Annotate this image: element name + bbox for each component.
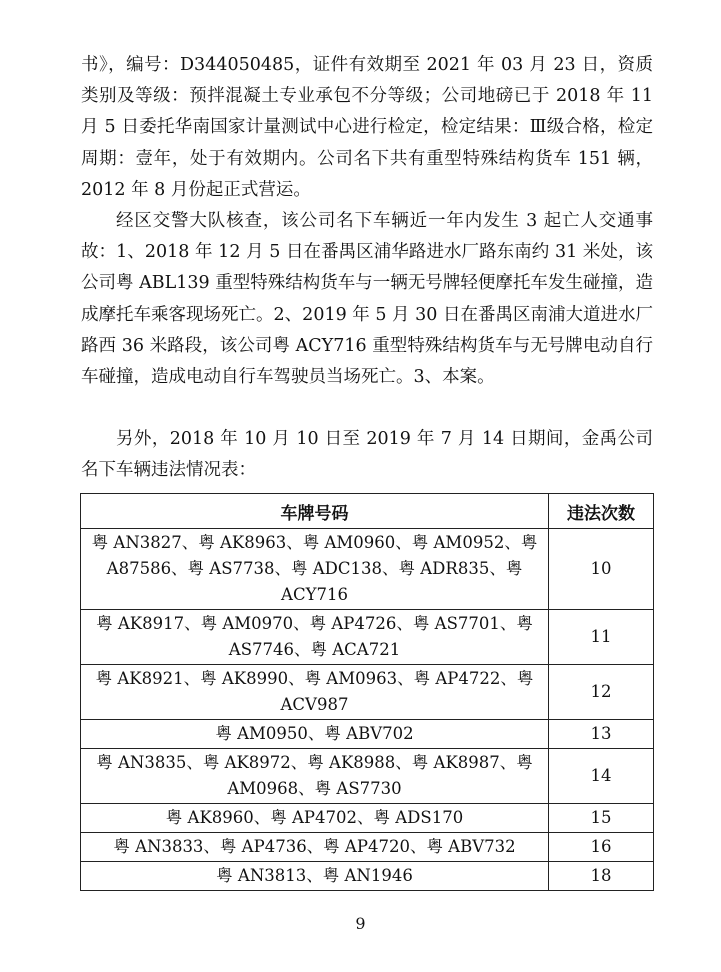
count-cell: 10 — [549, 529, 654, 610]
body-paragraph-3: 另外，2018 年 10 月 10 日至 2019 年 7 月 14 日期间，金禹公司名下车辆违法情况表： — [81, 429, 653, 481]
body-paragraph-1: 书》，编号：D344050485，证件有效期至 2021 年 03 月 23 日，资质类别及等级：预拌混凝土专业承包不分等级；公司地磅已于 2018 年 11 月 5 日委托华南国家计量测试中心进行检定，检定结果：Ⅲ级合格，检定周期：壹年，处于有效期内。公司名下共有重型特殊结构货车 151 辆，2012 年 8 月份起正式营运。 — [81, 55, 653, 200]
header-violation-count: 违法次数 — [549, 494, 654, 529]
table-row — [81, 665, 654, 720]
plates-cell: 粤 AK8917、粤 AM0970、粤 AP4726、粤 AS7701、粤 AS7746、粤 ACA721 — [81, 610, 549, 665]
table-row — [81, 610, 654, 665]
table-row — [81, 749, 654, 804]
page-number: 9 — [355, 914, 366, 933]
plates-cell: 粤 AN3835、粤 AK8972、粤 AK8988、粤 AK8987、粤 AM0968、粤 AS7730 — [81, 749, 549, 804]
table-row — [81, 529, 654, 610]
table-row — [81, 720, 654, 749]
count-cell: 18 — [549, 862, 654, 891]
count-cell: 11 — [549, 610, 654, 665]
header-plate-number: 车牌号码 — [81, 494, 549, 529]
plates-cell: 粤 AN3813、粤 AN1946 — [81, 862, 549, 891]
violations-table — [80, 493, 654, 891]
plates-cell: 粤 AM0950、粤 ABV702 — [81, 720, 549, 749]
body-paragraph-2: 经区交警大队核查，该公司名下车辆近一年内发生 3 起亡人交通事故：1、2018 年 12 月 5 日在番禺区浦华路进水厂路东南约 31 米处，该公司粤 ABL139 重型特殊结构货车与一辆无号牌轻便摩托车发生碰撞，造成摩托车乘客现场死亡。2、2019 年 5 月 30 日在番禺区南浦大道进水厂路西 36 米路段，该公司粤 ACY716 重型特殊结构货车与无号牌电动自行车碰撞，造成电动自行车驾驶员当场死亡。3、本案。 — [81, 211, 653, 388]
plates-cell: 粤 AK8960、粤 AP4702、粤 ADS170 — [81, 804, 549, 833]
table-row — [81, 833, 654, 862]
table-header-row — [81, 494, 654, 529]
plates-cell: 粤 AN3833、粤 AP4736、粤 AP4720、粤 ABV732 — [81, 833, 549, 862]
plates-cell: 粤 AK8921、粤 AK8990、粤 AM0963、粤 AP4722、粤 ACV987 — [81, 665, 549, 720]
count-cell: 15 — [549, 804, 654, 833]
count-cell: 14 — [549, 749, 654, 804]
count-cell: 13 — [549, 720, 654, 749]
count-cell: 16 — [549, 833, 654, 862]
plates-cell: 粤 AN3827、粤 AK8963、粤 AM0960、粤 AM0952、粤 A87586、粤 AS7738、粤 ADC138、粤 ADR835、粤 ACY716 — [81, 529, 549, 610]
count-cell: 12 — [549, 665, 654, 720]
table-row — [81, 804, 654, 833]
table-row — [81, 862, 654, 891]
